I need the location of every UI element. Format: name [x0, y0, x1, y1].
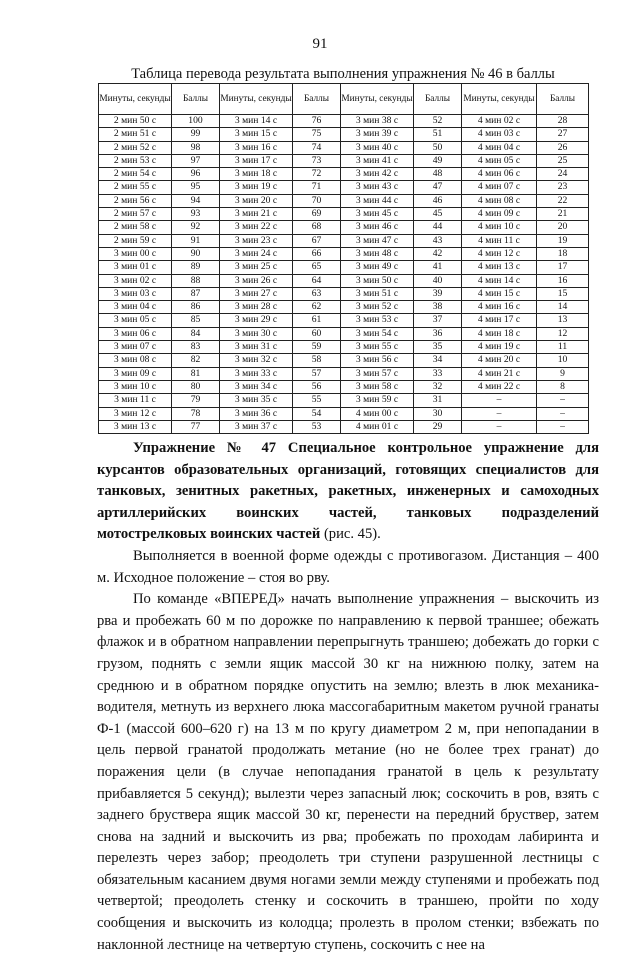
points-cell: 89 [172, 261, 220, 274]
points-cell: 48 [414, 168, 462, 181]
time-cell: 4 мин 05 с [462, 154, 537, 167]
paragraph-conditions: Выполняется в военной форме одежды с противогазом. Дистанция – 400 м. Исходное положение – стоя во рву. [97, 547, 599, 586]
header-minutes-seconds: Минуты, секунды [341, 84, 414, 115]
time-cell: 4 мин 13 с [462, 261, 537, 274]
header-minutes-seconds: Минуты, секунды [220, 84, 293, 115]
time-cell: 3 мин 59 с [341, 394, 414, 407]
points-cell: 99 [172, 128, 220, 141]
time-cell: 2 мин 53 с [99, 154, 172, 167]
points-cell: 34 [414, 354, 462, 367]
table-row [99, 327, 589, 340]
table-row [99, 394, 589, 407]
time-cell: 3 мин 41 с [341, 154, 414, 167]
header-points: Баллы [537, 84, 589, 115]
points-cell: 54 [293, 407, 341, 420]
time-cell: 2 мин 50 с [99, 115, 172, 128]
time-cell: 4 мин 04 с [462, 141, 537, 154]
header-minutes-seconds: Минуты, секунды [462, 84, 537, 115]
time-cell: 3 мин 17 с [220, 154, 293, 167]
time-cell: 3 мин 36 с [220, 407, 293, 420]
points-cell: 11 [537, 341, 589, 354]
time-cell: 3 мин 15 с [220, 128, 293, 141]
points-cell: 43 [414, 234, 462, 247]
time-cell: 4 мин 17 с [462, 314, 537, 327]
points-cell: 86 [172, 301, 220, 314]
time-cell: 3 мин 22 с [220, 221, 293, 234]
points-cell: 60 [293, 327, 341, 340]
points-cell: 88 [172, 274, 220, 287]
paragraph-procedure: По команде «ВПЕРЕД» начать выполнение упражнения – выскочить из рва и пробежать 60 м по дорожке по направлению к первой траншее; обежать флажок и в обратном направлении перепрыгнуть траншею; добежать до горки с грузом, поднять с земли ящик массой 30 кг на нижнюю полку, затем на среднюю и в обратном порядке опустить на землю; влезть в люк механика-водителя, метнуть из верхнего люка массогабаритным макетом ручной гранаты Ф-1 (массой 600–620 г) на 13 м по кругу диаметром 2 м, при непопадании в цель первой гранатой продолжать метание (но не более трех гранат) до поражения цели (в случае непопадания гранатой в цель к результату прибавляется 5 секунд); вылезти через запасный люк; соскочить в ров, взять с заднего бруствера ящик массой 30 кг, перенести на передний бруствер, затем снова на задний и выскочить из рва; пробежать по проходам лабиринта и перелезть через забор; преодолеть три ступени разрушенной лестницы с обязательным касанием двумя ногами земли между ступенями и пробежать под четвертой; преодолеть стенку и соскочить в траншею, пройти по ходу сообщения и выскочить из колодца; пролезть в пролом стенки; взбежать по наклонной лестнице на четвертую ступень, соскочить с нее на [97, 591, 599, 953]
points-cell: 52 [414, 115, 462, 128]
time-cell: 3 мин 21 с [220, 208, 293, 221]
time-cell: 3 мин 30 с [220, 327, 293, 340]
points-cell: 16 [537, 274, 589, 287]
points-cell: 18 [537, 247, 589, 260]
time-cell: 3 мин 07 с [99, 341, 172, 354]
points-cell: 51 [414, 128, 462, 141]
points-cell: 76 [293, 115, 341, 128]
points-cell: 44 [414, 221, 462, 234]
table-row [99, 141, 589, 154]
points-cell: 61 [293, 314, 341, 327]
table-row [99, 354, 589, 367]
time-cell: 3 мин 31 с [220, 341, 293, 354]
table-row [99, 261, 589, 274]
body-text [97, 438, 599, 956]
time-cell: 3 мин 44 с [341, 194, 414, 207]
header-points: Баллы [414, 84, 462, 115]
points-cell: 42 [414, 247, 462, 260]
time-cell: 3 мин 02 с [99, 274, 172, 287]
points-cell: 83 [172, 341, 220, 354]
time-cell: 4 мин 06 с [462, 168, 537, 181]
points-cell: 39 [414, 287, 462, 300]
time-cell: 3 мин 24 с [220, 247, 293, 260]
points-cell: 92 [172, 221, 220, 234]
time-cell: 2 мин 58 с [99, 221, 172, 234]
time-cell: 2 мин 55 с [99, 181, 172, 194]
table-row [99, 341, 589, 354]
points-cell: 22 [537, 194, 589, 207]
points-cell: 66 [293, 247, 341, 260]
time-cell: 4 мин 21 с [462, 367, 537, 380]
time-cell: 3 мин 49 с [341, 261, 414, 274]
points-cell: 55 [293, 394, 341, 407]
points-cell: 33 [414, 367, 462, 380]
time-cell: 3 мин 29 с [220, 314, 293, 327]
points-cell: 45 [414, 208, 462, 221]
points-cell: – [537, 420, 589, 433]
time-cell: 3 мин 20 с [220, 194, 293, 207]
time-cell: 4 мин 12 с [462, 247, 537, 260]
points-cell: 21 [537, 208, 589, 221]
time-cell: 3 мин 11 с [99, 394, 172, 407]
time-cell: 3 мин 18 с [220, 168, 293, 181]
time-cell: 3 мин 47 с [341, 234, 414, 247]
page-number: 91 [312, 36, 328, 52]
time-cell: 4 мин 00 с [341, 407, 414, 420]
points-cell: 12 [537, 327, 589, 340]
time-cell: 3 мин 34 с [220, 380, 293, 393]
time-cell: 3 мин 00 с [99, 247, 172, 260]
points-cell: 17 [537, 261, 589, 274]
points-cell: 50 [414, 141, 462, 154]
points-cell: 65 [293, 261, 341, 274]
points-cell: 71 [293, 181, 341, 194]
points-cell: 30 [414, 407, 462, 420]
points-cell: 46 [414, 194, 462, 207]
points-cell: 14 [537, 301, 589, 314]
table-row [99, 367, 589, 380]
header-points: Баллы [293, 84, 341, 115]
header-minutes-seconds: Минуты, секунды [99, 84, 172, 115]
points-cell: 67 [293, 234, 341, 247]
points-cell: 38 [414, 301, 462, 314]
time-cell: 3 мин 46 с [341, 221, 414, 234]
points-cell: 59 [293, 341, 341, 354]
time-cell: 3 мин 43 с [341, 181, 414, 194]
points-cell: 69 [293, 208, 341, 221]
time-cell: 4 мин 08 с [462, 194, 537, 207]
points-cell: 94 [172, 194, 220, 207]
table-row [99, 314, 589, 327]
time-cell: 3 мин 48 с [341, 247, 414, 260]
points-cell: 10 [537, 354, 589, 367]
points-cell: – [537, 394, 589, 407]
table-body [99, 115, 589, 434]
points-cell: 24 [537, 168, 589, 181]
time-cell: 4 мин 22 с [462, 380, 537, 393]
table-row [99, 287, 589, 300]
points-cell: 19 [537, 234, 589, 247]
time-cell: 4 мин 09 с [462, 208, 537, 221]
points-cell: 64 [293, 274, 341, 287]
points-cell: 77 [172, 420, 220, 433]
time-cell: 3 мин 01 с [99, 261, 172, 274]
table-row [99, 380, 589, 393]
points-cell: 62 [293, 301, 341, 314]
points-cell: 68 [293, 221, 341, 234]
time-cell: 3 мин 53 с [341, 314, 414, 327]
points-cell: 97 [172, 154, 220, 167]
table-row [99, 247, 589, 260]
table-row [99, 168, 589, 181]
points-cell: 47 [414, 181, 462, 194]
points-cell: 90 [172, 247, 220, 260]
time-cell: 3 мин 14 с [220, 115, 293, 128]
points-cell: 49 [414, 154, 462, 167]
time-cell: – [462, 407, 537, 420]
time-cell: 3 мин 35 с [220, 394, 293, 407]
points-cell: 95 [172, 181, 220, 194]
time-cell: 3 мин 04 с [99, 301, 172, 314]
table-row [99, 234, 589, 247]
time-cell: 3 мин 55 с [341, 341, 414, 354]
points-cell: 80 [172, 380, 220, 393]
points-cell: 73 [293, 154, 341, 167]
points-cell: 32 [414, 380, 462, 393]
table-row [99, 194, 589, 207]
points-cell: 91 [172, 234, 220, 247]
points-cell: 57 [293, 367, 341, 380]
points-cell: 93 [172, 208, 220, 221]
points-cell: 100 [172, 115, 220, 128]
time-cell: 3 мин 40 с [341, 141, 414, 154]
table-row [99, 115, 589, 128]
time-cell: 3 мин 37 с [220, 420, 293, 433]
time-cell: 3 мин 25 с [220, 261, 293, 274]
time-cell: 3 мин 51 с [341, 287, 414, 300]
time-cell: 4 мин 10 с [462, 221, 537, 234]
points-cell: 58 [293, 354, 341, 367]
table-header-row [99, 84, 589, 115]
time-cell: 3 мин 19 с [220, 181, 293, 194]
time-cell: 3 мин 42 с [341, 168, 414, 181]
time-cell: 3 мин 54 с [341, 327, 414, 340]
time-cell: 3 мин 39 с [341, 128, 414, 141]
points-cell: 40 [414, 274, 462, 287]
points-cell: 23 [537, 181, 589, 194]
time-cell: 4 мин 16 с [462, 301, 537, 314]
points-cell: 53 [293, 420, 341, 433]
points-cell: 36 [414, 327, 462, 340]
points-cell: 15 [537, 287, 589, 300]
time-cell: 2 мин 51 с [99, 128, 172, 141]
table-row [99, 181, 589, 194]
table-row [99, 274, 589, 287]
time-cell: 3 мин 03 с [99, 287, 172, 300]
conversion-table [98, 83, 589, 434]
points-cell: 35 [414, 341, 462, 354]
points-cell: 27 [537, 128, 589, 141]
table-caption: Таблица перевода результата выполнения упражнения № 46 в баллы [131, 66, 555, 82]
points-cell: 20 [537, 221, 589, 234]
time-cell: 3 мин 28 с [220, 301, 293, 314]
exercise-heading [97, 438, 599, 546]
exercise-heading-ref: (рис. 45). [320, 526, 381, 543]
points-cell: 28 [537, 115, 589, 128]
table-row [99, 128, 589, 141]
time-cell: 3 мин 27 с [220, 287, 293, 300]
time-cell: 2 мин 59 с [99, 234, 172, 247]
time-cell: 4 мин 15 с [462, 287, 537, 300]
time-cell: 3 мин 05 с [99, 314, 172, 327]
time-cell: 3 мин 33 с [220, 367, 293, 380]
points-cell: 8 [537, 380, 589, 393]
points-cell: 26 [537, 141, 589, 154]
time-cell: 3 мин 09 с [99, 367, 172, 380]
points-cell: 78 [172, 407, 220, 420]
time-cell: 4 мин 20 с [462, 354, 537, 367]
points-cell: 84 [172, 327, 220, 340]
time-cell: 3 мин 23 с [220, 234, 293, 247]
table-row [99, 221, 589, 234]
time-cell: 3 мин 38 с [341, 115, 414, 128]
time-cell: 4 мин 11 с [462, 234, 537, 247]
time-cell: 3 мин 06 с [99, 327, 172, 340]
points-cell: 72 [293, 168, 341, 181]
points-cell: 31 [414, 394, 462, 407]
time-cell: 3 мин 12 с [99, 407, 172, 420]
points-cell: 37 [414, 314, 462, 327]
table-row [99, 154, 589, 167]
time-cell: 2 мин 52 с [99, 141, 172, 154]
points-cell: 98 [172, 141, 220, 154]
points-cell: 87 [172, 287, 220, 300]
time-cell: 2 мин 56 с [99, 194, 172, 207]
time-cell: 3 мин 13 с [99, 420, 172, 433]
time-cell: 3 мин 50 с [341, 274, 414, 287]
points-cell: 85 [172, 314, 220, 327]
points-cell: 9 [537, 367, 589, 380]
table-row [99, 407, 589, 420]
time-cell: 2 мин 57 с [99, 208, 172, 221]
table-row [99, 208, 589, 221]
points-cell: 79 [172, 394, 220, 407]
points-cell: 70 [293, 194, 341, 207]
points-cell: 82 [172, 354, 220, 367]
points-cell: 13 [537, 314, 589, 327]
time-cell: 3 мин 58 с [341, 380, 414, 393]
time-cell: 4 мин 07 с [462, 181, 537, 194]
time-cell: 3 мин 08 с [99, 354, 172, 367]
points-cell: 74 [293, 141, 341, 154]
time-cell: 4 мин 19 с [462, 341, 537, 354]
time-cell: 3 мин 57 с [341, 367, 414, 380]
points-cell: 29 [414, 420, 462, 433]
exercise-heading-bold: Упражнение № 47 Специальное контрольное упражнение для курсантов образовательных организаций, готовящих специалистов для танковых, зенитных ракетных, ракетных, инженерных и самоходных артиллерийских воинских частей, танковых подразделений мотострелковых воинских частей [97, 440, 599, 543]
table-row [99, 301, 589, 314]
time-cell: 3 мин 32 с [220, 354, 293, 367]
time-cell: 4 мин 03 с [462, 128, 537, 141]
points-cell: 25 [537, 154, 589, 167]
time-cell: 3 мин 45 с [341, 208, 414, 221]
time-cell: 3 мин 10 с [99, 380, 172, 393]
points-cell: 81 [172, 367, 220, 380]
time-cell: 4 мин 14 с [462, 274, 537, 287]
time-cell: 4 мин 18 с [462, 327, 537, 340]
time-cell: 3 мин 16 с [220, 141, 293, 154]
points-cell: 63 [293, 287, 341, 300]
time-cell: – [462, 420, 537, 433]
header-points: Баллы [172, 84, 220, 115]
table-row [99, 420, 589, 433]
points-cell: 96 [172, 168, 220, 181]
time-cell: 2 мин 54 с [99, 168, 172, 181]
points-cell: 75 [293, 128, 341, 141]
points-cell: 56 [293, 380, 341, 393]
time-cell: – [462, 394, 537, 407]
time-cell: 3 мин 52 с [341, 301, 414, 314]
time-cell: 3 мин 56 с [341, 354, 414, 367]
time-cell: 4 мин 01 с [341, 420, 414, 433]
points-cell: – [537, 407, 589, 420]
points-cell: 41 [414, 261, 462, 274]
time-cell: 4 мин 02 с [462, 115, 537, 128]
time-cell: 3 мин 26 с [220, 274, 293, 287]
